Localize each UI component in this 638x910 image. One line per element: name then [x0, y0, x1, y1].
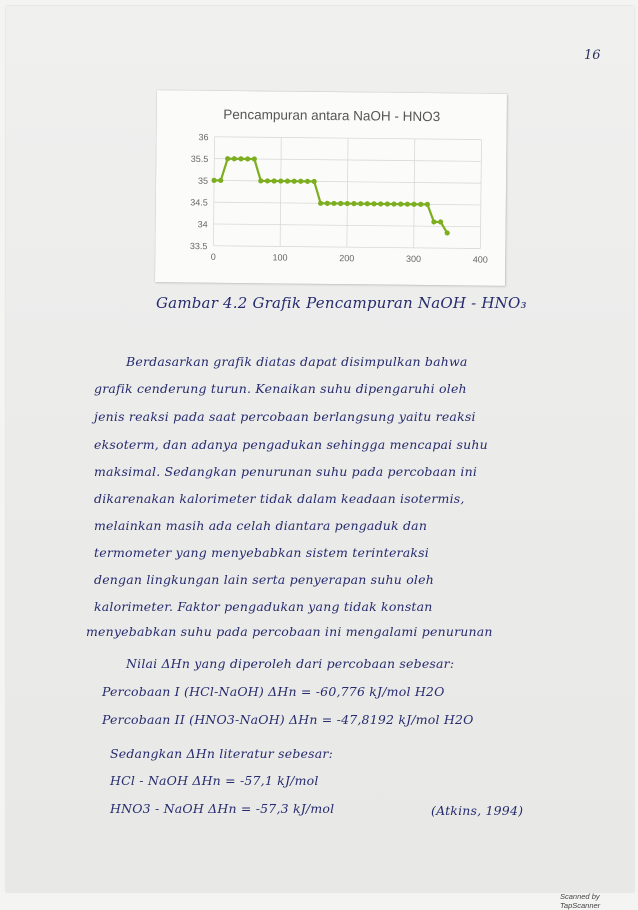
- figure-caption: Gambar 4.2 Grafik Pencampuran NaOH - HNO₃: [156, 294, 527, 312]
- data-point: [365, 201, 370, 206]
- data-point: [418, 202, 423, 207]
- chart-grid: [213, 137, 481, 249]
- paragraph-line: menyebabkan suhu pada percobaan ini mengalami penurunan: [86, 624, 493, 639]
- scanned-page: [6, 6, 634, 892]
- line-chart: [155, 90, 507, 286]
- paragraph-line: eksoterm, dan adanya pengadukan sehingga mencapai suhu: [94, 437, 488, 452]
- chart-printout: [155, 90, 507, 286]
- x-tick-label: 300: [405, 253, 422, 264]
- data-point: [245, 156, 250, 161]
- paragraph-line: maksimal. Sedangkan penurunan suhu pada percobaan ini: [94, 464, 478, 479]
- data-point: [211, 178, 216, 183]
- data-point: [398, 202, 403, 207]
- data-point: [258, 178, 263, 183]
- data-point: [305, 179, 310, 184]
- data-point: [391, 201, 396, 206]
- paragraph-line: melainkan masih ada celah diantara pengaduk dan: [94, 518, 428, 533]
- y-tick-label: 34: [197, 219, 208, 230]
- data-point: [232, 156, 237, 161]
- grid-line-v: [347, 138, 348, 247]
- series-line: [214, 159, 448, 233]
- data-point: [318, 201, 323, 206]
- data-point: [278, 178, 283, 183]
- data-point: [238, 156, 243, 161]
- y-tick-label: 33.5: [189, 241, 208, 252]
- results-intro: Nilai ΔHn yang diperoleh dari percobaan sebesar:: [126, 656, 455, 671]
- data-point: [331, 201, 336, 206]
- result-percobaan-1: Percobaan I (HCl-NaOH) ΔHn = -60,776 kJ/mol H2O: [102, 684, 445, 699]
- data-point: [358, 201, 363, 206]
- grid-line-v: [213, 137, 214, 246]
- data-point: [338, 201, 343, 206]
- y-tick-label: 34.5: [190, 197, 208, 208]
- data-point: [312, 179, 317, 184]
- grid-line-v: [414, 139, 415, 248]
- data-point: [371, 201, 376, 206]
- literature-hno3-naoh: HNO3 - NaOH ΔHn = -57,3 kJ/mol: [110, 801, 335, 816]
- citation: (Atkins, 1994): [431, 803, 524, 818]
- paragraph-line: termometer yang menyebabkan sistem terinteraksi: [94, 545, 429, 560]
- y-tick-label: 35.5: [190, 153, 209, 165]
- page-number: 16: [584, 48, 601, 63]
- data-point: [385, 201, 390, 206]
- paragraph-line: kalorimeter. Faktor pengadukan yang tidak konstan: [94, 599, 433, 614]
- y-tick-label: 35: [198, 175, 209, 186]
- x-tick-label: 0: [210, 251, 216, 262]
- data-point: [292, 179, 297, 184]
- paragraph-line: Berdasarkan grafik diatas dapat disimpulkan bahwa: [126, 354, 468, 369]
- data-point: [265, 178, 270, 183]
- chart-tick-labels: [190, 132, 489, 265]
- y-tick-label: 36: [198, 132, 209, 143]
- literature-hcl-naoh: HCl - NaOH ΔHn = -57,1 kJ/mol: [110, 773, 319, 788]
- data-point: [345, 201, 350, 206]
- data-point: [272, 178, 277, 183]
- result-percobaan-2: Percobaan II (HNO3-NaOH) ΔHn = -47,8192 kJ/mol H2O: [102, 712, 474, 727]
- paragraph-line: dengan lingkungan lain serta penyerapan suhu oleh: [94, 572, 434, 587]
- x-tick-label: 100: [272, 252, 288, 263]
- data-point: [411, 202, 416, 207]
- scanner-watermark: Scanned by TapScanner: [560, 892, 601, 910]
- data-point: [325, 201, 330, 206]
- data-point: [351, 201, 356, 206]
- data-point: [252, 156, 257, 161]
- data-point: [218, 178, 223, 183]
- data-point: [378, 201, 383, 206]
- data-point: [225, 156, 230, 161]
- paragraph-line: jenis reaksi pada saat percobaan berlangsung yaitu reaksi: [94, 409, 476, 424]
- grid-line-v: [280, 137, 281, 246]
- paragraph-line: grafik cenderung turun. Kenaikan suhu dipengaruhi oleh: [94, 381, 467, 396]
- data-point: [405, 202, 410, 207]
- grid-line-v: [480, 140, 481, 249]
- chart-title: Pencampuran antara NaOH - HNO3: [223, 106, 441, 125]
- data-point: [298, 179, 303, 184]
- paragraph-line: dikarenakan kalorimeter tidak dalam keadaan isotermis,: [94, 491, 465, 506]
- literature-intro: Sedangkan ΔHn literatur sebesar:: [110, 746, 334, 761]
- x-tick-label: 200: [339, 253, 355, 264]
- x-tick-label: 400: [472, 254, 488, 265]
- data-point: [285, 179, 290, 184]
